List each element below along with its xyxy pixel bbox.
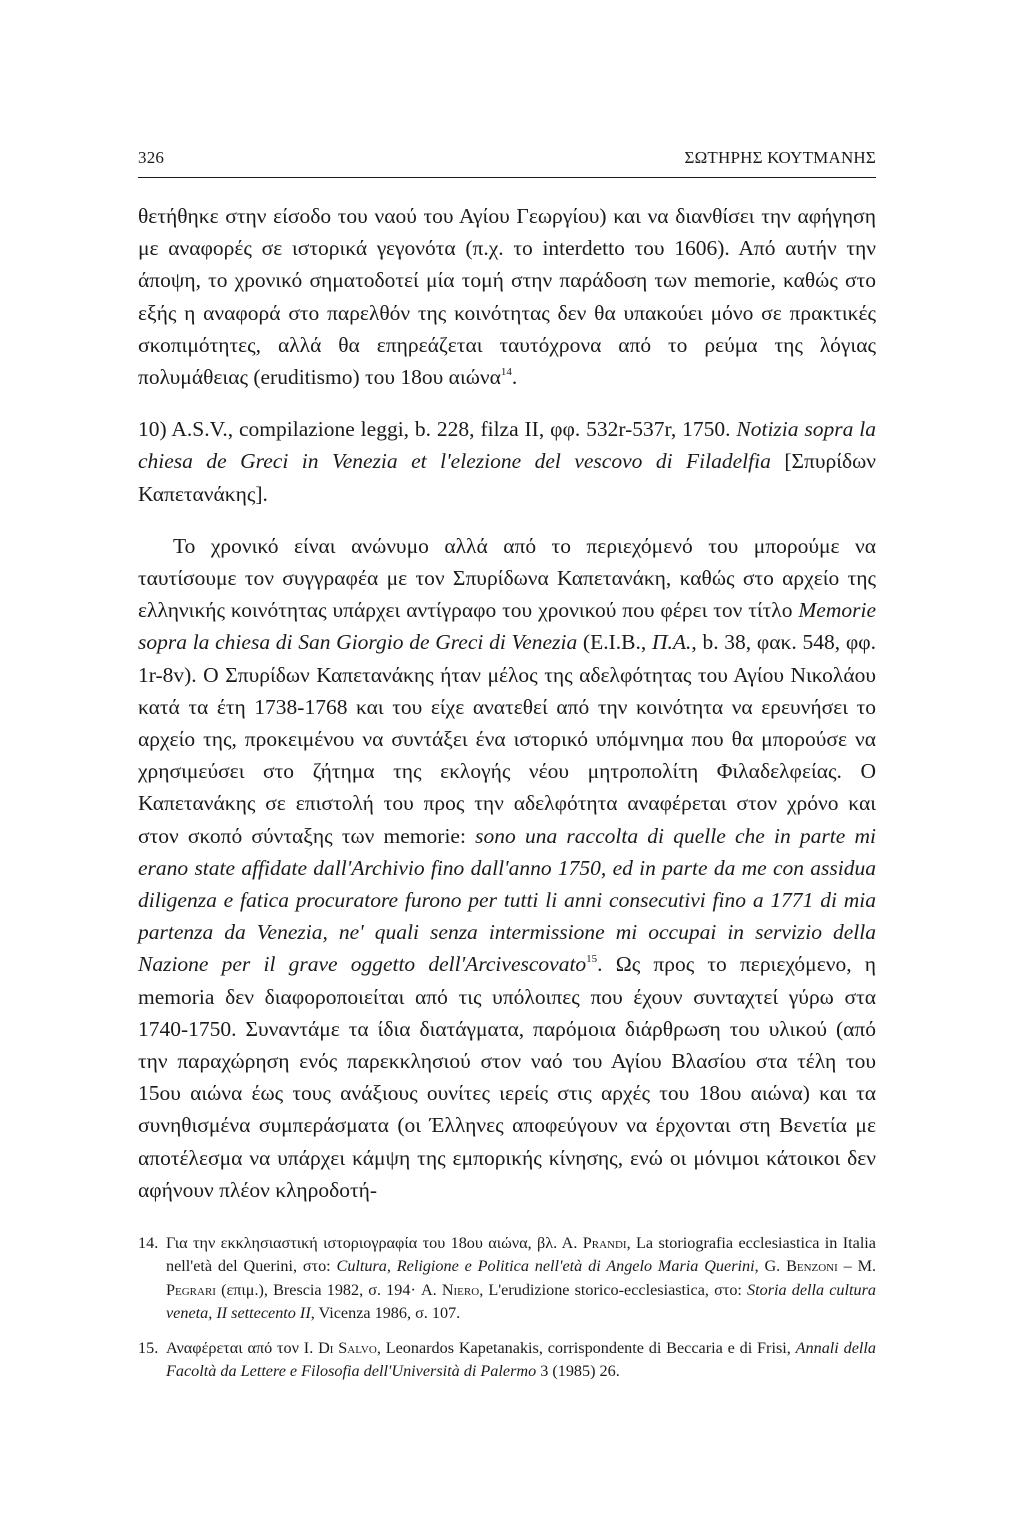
paragraph-3-text-c: , b. 38, φακ. 548, φφ. 1r-8v). Ο Σπυρίδων Καπετανάκης ήταν μέλος της αδελφότητας του Αγίου Νικολάου κατά τα έτη 1738-1768 και του είχε ανατεθεί από την κοινότητα να ερευνήσει το αρχείο της, προκειμένου να συντάξει ένα ιστορικό υπόμνημα που θα μπορούσε να χρησιμεύσει στο ζήτημα της εκλογής νέου μητροπολίτη Φιλαδελφείας. Ο Καπετανάκης σε επιστολή του προς την αδελφότητα αναφέρεται στον χρόνο και στον σκοπό σύνταξης των memorie:: [138, 630, 877, 848]
archive-abbrev: Π.Α.: [651, 630, 692, 655]
source-title: Notizia sopra la chiesa de Greci in Venezia et l'elezione del vescovo di Filadelfia: [138, 417, 876, 474]
paragraph-3-text-b: (Ε.Ι.Β.,: [582, 630, 647, 655]
page-number: 326: [138, 148, 165, 167]
paragraph-source-entry: [138, 413, 876, 510]
paragraph-3: [138, 530, 876, 1206]
footnote-number: 14.: [138, 1234, 159, 1252]
source-author: [Σπυρίδων Καπετανάκης].: [138, 449, 877, 506]
main-text: [138, 200, 876, 1206]
footnote-ref-14: 14: [500, 366, 512, 379]
paragraph-1: [138, 200, 876, 393]
running-header: [138, 148, 876, 168]
kapetanakis-quote: sono una raccolta di quelle che in parte mi erano state affidate dall'Archivio fino dall'anno 1750, ed in parte da me con assidua diligenza e fatica procuratore furono per tutti li anni consecutivi fino a 1771 di mia partenza da Venezia, ne' quali senza intermissione mi occupai in servizio della Nazione per il grave oggetto dell'Arcivescovato: [138, 823, 877, 977]
paragraph-1-text: θετήθηκε στην είσοδο του ναού του Αγίου Γεωργίου) και να διανθίσει την αφήγηση με αναφορές σε ιστορικά γεγονότα (π.χ. το interdetto του 1606). Από αυτήν την άποψη, το χρονικό σηματοδοτεί μία τομή στην παράδοση των memorie, καθώς στο εξής η αναφορά στο παρελθόν της κοινότητας δεν θα υπακούει μόνο σε πρακτικές σκοπιμότητες, αλλά θα επηρεάζεται ταυτόχρονα από το ρεύμα της λόγιας πολυμάθειας (eruditismo) του 18ου αιώνα: [138, 204, 876, 390]
paragraph-3-text-d: . Ως προς το περιεχόμενο, η memoria δεν διαφοροποιείται από τις υπόλοιπες που έχουν συνταχτεί γύρω στα 1740-1750. Συναντάμε τα ίδια διατάγματα, παρόμοια διάρθρωση του υλικού (από την παραχώρηση ενός παρεκκλησιού στον ναό του Αγίου Βλασίου στα τέλη του 15ου αιώνα έως τους ανάξιους ουνίτες ιερείς στις αρχές του 18ου αιώνα) και τα συνηθισμένα συμπεράσματα (οι Έλληνες αποφεύγουν να έρχονται στη Βενετία με αποτέλεσμα να υπάρχει κάμψη της εμπορικής κίνησης, ενώ οι μόνιμοι κάτοικοι δεν αφήνουν πλέον κληροδοτή-: [138, 952, 876, 1202]
header-rule: [138, 177, 876, 178]
source-citation: 10) A.S.V., compilazione leggi, b. 228, filza II, φφ. 532r-537r, 1750.: [138, 417, 731, 442]
footnote-ref-15: 15: [586, 953, 598, 966]
footnote-14: [138, 1232, 876, 1326]
paragraph-3-text-a: Το χρονικό είναι ανώνυμο αλλά από το περιεχόμενό του μπορούμε να ταυτίσουμε τον συγγραφέα με τον Σπυρίδωνα Καπετανάκη, καθώς στο αρχείο της ελληνικής κοινότητας υπάρχει αντίγραφο του χρονικού που φέρει τον τίτλο: [138, 533, 876, 623]
paragraph-1-end: .: [511, 365, 518, 390]
footnote-number: 15.: [138, 1338, 159, 1357]
footnotes: [138, 1232, 876, 1394]
footnote-text: Αναφέρεται από τον I. Di Salvo, Leonardos Kapetanakis, corrispondente di Beccaria e di Frisi, Annali della Facoltà da Lettere e Filosofia dell'Università di Palermo 3 (1985) 26.: [166, 1338, 877, 1381]
running-title: ΣΩΤΗΡΗΣ ΚΟΥΤΜΑΝΗΣ: [684, 148, 876, 167]
memorie-title: Memorie sopra la chiesa di San Giorgio de Greci di Venezia: [138, 598, 876, 655]
footnote-text: Για την εκκλησιαστική ιστοριογραφία του 18ου αιώνα, βλ. Α. Prandi, La storiografia ecclesiastica in Italia nell'età del Querini, στο: Cultura, Religione e Politica nell'età di Angelo Maria Querini, G. Benzoni – M. Pegrari (επιμ.), Brescia 1982, σ. 194· A. Niero, L'erudizione storico-ecclesiastica, στο: Storia della cultura veneta, II settecento II, Vicenza 1986, σ. 107.: [166, 1234, 877, 1323]
footnote-15: [138, 1337, 876, 1384]
